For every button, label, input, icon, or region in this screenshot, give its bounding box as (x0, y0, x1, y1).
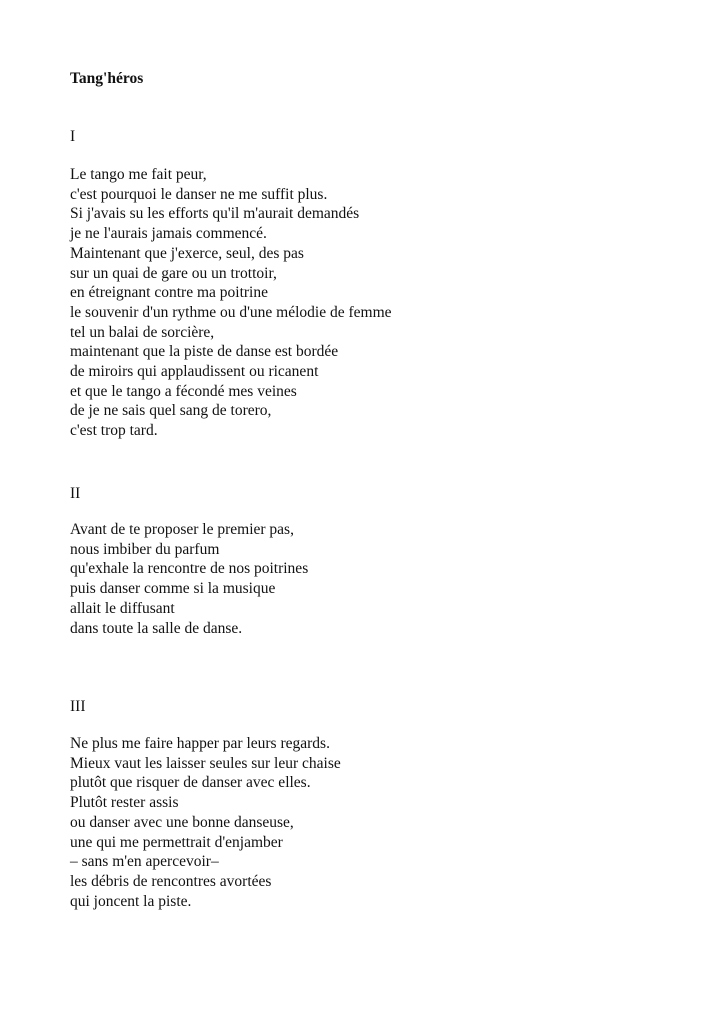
poem-line: nous imbiber du parfum (70, 540, 220, 558)
poem-line: Plutôt rester assis (70, 794, 179, 812)
poem-line: c'est trop tard. (70, 422, 158, 440)
stanza (70, 734, 341, 911)
poem-line: en étreignant contre ma poitrine (70, 284, 268, 302)
poem-line: puis danser comme si la musique (70, 580, 276, 598)
poem-line: de miroirs qui applaudissent ou ricanent (70, 363, 319, 381)
poem-line: les débris de rencontres avortées (70, 872, 272, 890)
poem-line: qu'exhale la rencontre de nos poitrines (70, 560, 309, 578)
poem-line: sur un quai de gare ou un trottoir, (70, 264, 277, 282)
poem-line: une qui me permettrait d'enjamber (70, 833, 283, 851)
poem-line: je ne l'aurais jamais commencé. (70, 225, 267, 243)
stanza (70, 165, 392, 441)
poem-line: dans toute la salle de danse. (70, 619, 243, 637)
poem-line: Avant de te proposer le premier pas, (70, 521, 294, 538)
poem-line: Ne plus me faire happer par leurs regards. (70, 735, 330, 752)
stanza (70, 520, 308, 638)
poem-line: tel un balai de sorcière, (70, 323, 215, 341)
poem-line: Le tango me fait peur, (70, 166, 207, 183)
poem-line: Si j'avais su les efforts qu'il m'aurait demandés (70, 205, 360, 223)
poem-line: c'est pourquoi le danser ne me suffit plus. (70, 185, 328, 203)
section-numeral: III (70, 698, 86, 715)
section-numeral: I (70, 128, 76, 145)
poem-line: maintenant que la piste de danse est bordée (70, 343, 339, 361)
poem-line: ou danser avec une bonne danseuse, (70, 813, 294, 831)
poem-line: Mieux vaut les laisser seules sur leur chaise (70, 754, 341, 772)
poem-line: le souvenir d'un rythme ou d'une mélodie de femme (70, 303, 392, 321)
poem-line: et que le tango a fécondé mes veines (70, 382, 297, 400)
poem-line: – sans m'en apercevoir– (70, 853, 219, 871)
poem-line: qui joncent la piste. (70, 892, 192, 910)
poem-line: allait le diffusant (70, 599, 175, 617)
poem-line: plutôt que risquer de danser avec elles. (70, 774, 311, 792)
poem-line: de je ne sais quel sang de torero, (70, 402, 272, 420)
poem-title: Tang'héros (70, 70, 144, 87)
poem-line: Maintenant que j'exerce, seul, des pas (70, 244, 304, 262)
section-numeral: II (70, 485, 81, 502)
